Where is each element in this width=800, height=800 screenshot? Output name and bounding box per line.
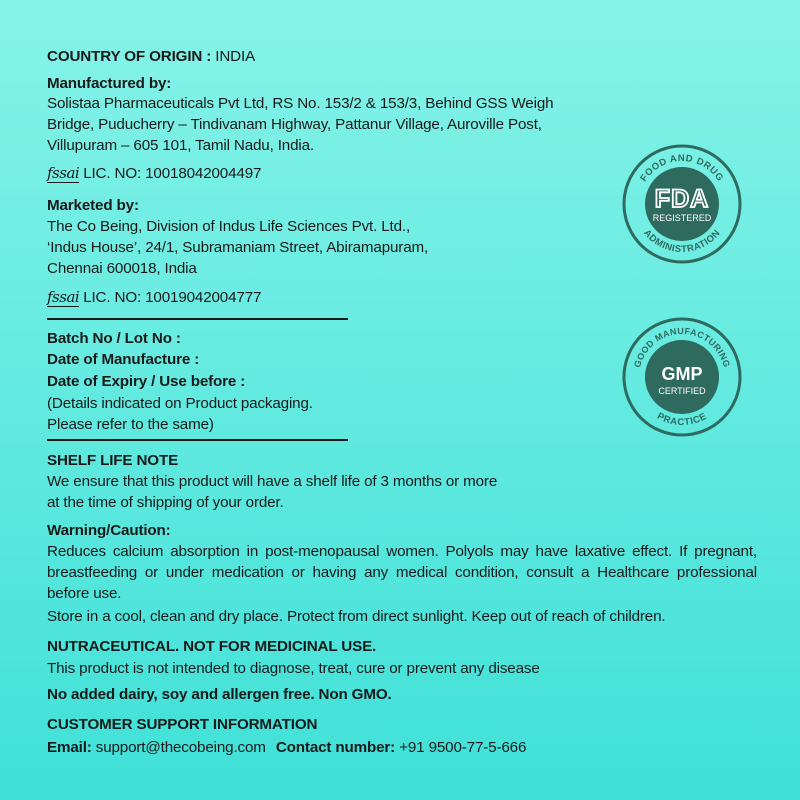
batch-number-label: Batch No / Lot No : [47, 330, 181, 347]
shelf-life-text: at the time of shipping of your order. [47, 494, 284, 511]
shelf-life-text: We ensure that this product will have a shelf life of 3 months or more [47, 473, 498, 490]
contact-label: Contact number: [275, 739, 396, 756]
svg-text:REGISTERED: REGISTERED [652, 213, 712, 223]
marketer-address-line: ‘Indus House’, 24/1, Subramaniam Street, Abiramapuram, [47, 239, 429, 256]
disclaimer-text: This product is not intended to diagnose, treat, cure or prevent any disease [47, 660, 540, 677]
country-of-origin: COUNTRY OF ORIGIN : INDIA [47, 48, 256, 65]
batch-note: (Details indicated on Product packaging. [47, 395, 313, 412]
marketer-address-line: Chennai 600018, India [47, 260, 197, 277]
warning-text: Reduces calcium absorption in post-menopausal women. Polyols may have laxative effect. If pregnant, breastfeeding or under medication or having any medical condition, consult a Healthcare professional before use. [47, 543, 757, 602]
shelf-life-heading: SHELF LIFE NOTE [47, 452, 179, 469]
svg-text:GOOD MANUFACTURING: GOOD MANUFACTURING [632, 325, 732, 369]
divider [47, 318, 348, 320]
expiry-date-label: Date of Expiry / Use before : [47, 373, 246, 390]
marketer-license: fssai LIC. NO: 10019042004777 [47, 288, 262, 306]
manufacture-date-label: Date of Manufacture : [47, 351, 200, 368]
warning-heading: Warning/Caution: [47, 522, 171, 539]
manufacturer-address-line: Bridge, Puducherry – Tindivanam Highway, Pattanur Village, Auroville Post, [47, 116, 542, 133]
svg-text:FOOD AND DRUG: FOOD AND DRUG [638, 152, 726, 184]
support-contact-line [47, 737, 526, 758]
batch-note: Please refer to the same) [47, 416, 214, 433]
marketer-heading: Marketed by: [47, 197, 139, 214]
fssai-logo: fssai [47, 288, 80, 306]
svg-text:PRACTICE: PRACTICE [655, 410, 709, 429]
nutraceutical-heading: NUTRACEUTICAL. NOT FOR MEDICINAL USE. [47, 638, 377, 655]
svg-text:CERTIFIED: CERTIFIED [658, 386, 706, 396]
fda-registered-seal [621, 143, 743, 265]
support-heading: CUSTOMER SUPPORT INFORMATION [47, 716, 318, 733]
svg-text:ADMINISTRATION: ADMINISTRATION [641, 227, 723, 256]
manufacturer-address-line: Solistaa Pharmaceuticals Pvt Ltd, RS No. 153/2 & 153/3, Behind GSS Weigh [47, 95, 554, 112]
storage-instructions: Store in a cool, clean and dry place. Protect from direct sunlight. Keep out of reach of children. [47, 608, 666, 625]
gmp-seal-graphic [621, 316, 743, 438]
fda-seal-graphic [621, 143, 743, 265]
email-label: Email: [47, 739, 92, 756]
manufacturer-heading: Manufactured by: [47, 75, 172, 92]
fssai-logo: fssai [47, 164, 80, 182]
marketer-address-line: The Co Being, Division of Indus Life Sciences Pvt. Ltd., [47, 218, 411, 235]
gmp-certified-seal [621, 316, 743, 438]
manufacturer-license: fssai LIC. NO: 10018042004497 [47, 164, 262, 182]
svg-text:FDA: FDA [654, 185, 710, 213]
divider [47, 439, 348, 441]
email-link[interactable]: support@thecobeing.com [95, 739, 266, 756]
svg-text:GMP: GMP [661, 364, 703, 384]
contact-number[interactable]: +91 9500-77-5-666 [399, 739, 527, 756]
manufacturer-address-line: Villupuram – 605 101, Tamil Nadu, India. [47, 137, 314, 154]
allergen-statement: No added dairy, soy and allergen free. Non GMO. [47, 686, 392, 703]
